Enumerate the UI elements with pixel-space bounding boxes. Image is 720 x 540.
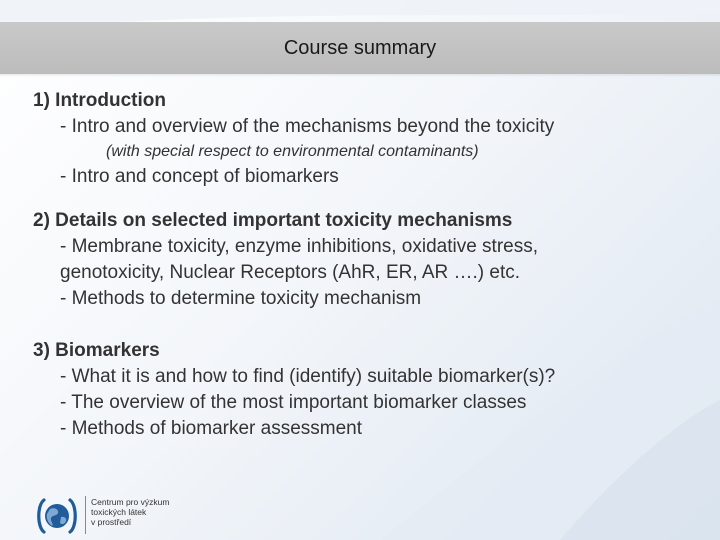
globe-logo-icon xyxy=(35,496,79,536)
list-item: - Membrane toxicity, enzyme inhibitions, oxidative stress, xyxy=(60,236,538,257)
slide-title: Course summary xyxy=(283,37,437,59)
logo-divider xyxy=(85,496,86,534)
list-item: - What it is and how to find (identify) suitable biomarker(s)? xyxy=(60,366,556,387)
recetox-logo xyxy=(35,494,235,536)
spacer xyxy=(33,190,693,208)
logo-line: Centrum pro výzkum xyxy=(91,497,170,507)
list-item: - Methods to determine toxicity mechanism xyxy=(60,288,422,309)
list-item: - Intro and overview of the mechanisms beyond the toxicity xyxy=(60,116,555,137)
list-item: - Methods of biomarker assessment xyxy=(60,418,363,439)
list-item: - The overview of the most important biomarker classes xyxy=(60,392,527,413)
logo-text xyxy=(91,497,231,527)
list-item: - Intro and concept of biomarkers xyxy=(60,166,339,187)
spacer xyxy=(33,312,693,338)
logo-line: v prostředí xyxy=(91,517,132,527)
list-item-note: (with special respect to environmental contaminants) xyxy=(106,143,479,160)
section-heading-introduction: 1) Introduction xyxy=(33,90,166,111)
list-item: genotoxicity, Nuclear Receptors (AhR, ER, AR ….) etc. xyxy=(60,262,521,283)
section-heading-mechanisms: 2) Details on selected important toxicity mechanisms xyxy=(33,210,513,231)
section-heading-biomarkers: 3) Biomarkers xyxy=(33,340,160,361)
logo-line: toxických látek xyxy=(91,507,147,517)
content xyxy=(33,88,693,442)
title-bar xyxy=(0,22,720,74)
